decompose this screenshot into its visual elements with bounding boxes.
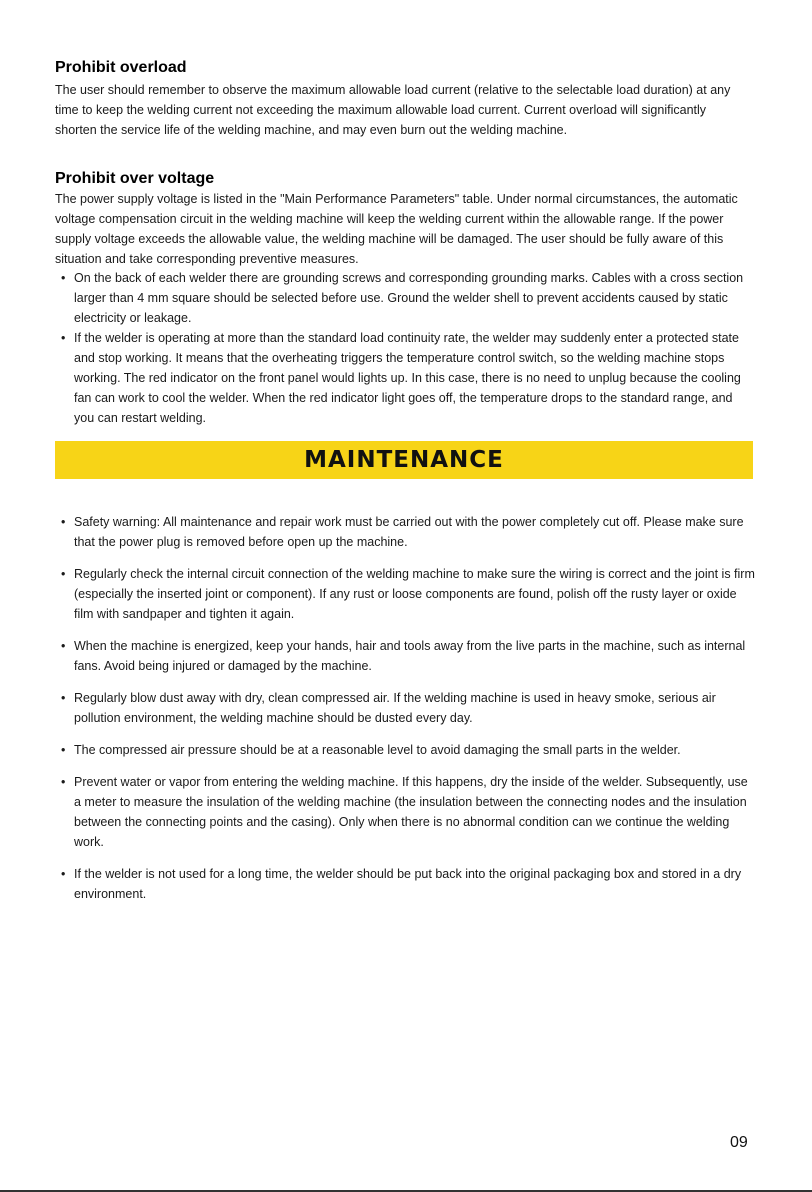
bullet-dot-icon: • [61, 743, 66, 757]
section-heading-overload: Prohibit overload [55, 59, 187, 76]
list-item [58, 864, 758, 904]
list-item-text: If the welder is not used for a long time, the welder should be put back into the original packaging box and stored in a dry environment. [74, 867, 742, 901]
maintenance-bullet-list [58, 512, 758, 916]
section-heading-over-voltage: Prohibit over voltage [55, 170, 215, 187]
section-body-overload: The user should remember to observe the maximum allowable load current (relative to the selectable load duration) at any time to keep the welding current not exceeding the maximum allowable load current. Current overload will significantly shorten the service life of the welding machine, and may even burn out the welding machine. [55, 83, 731, 137]
maintenance-banner [55, 441, 753, 479]
over-voltage-bullet-list [58, 268, 748, 428]
list-item-text: Prevent water or vapor from entering the welding machine. If this happens, dry the inside of the welder. Subsequently, use a meter to measure the insulation of the welding machine (the insulation between the connecting nodes and the insulation between the connecting points and the casing). Only when there is no abnormal condition can we continue the welding work. [74, 775, 748, 849]
bullet-dot-icon: • [61, 271, 66, 285]
maintenance-title: MAINTENANCE [304, 447, 504, 473]
list-item-text: If the welder is operating at more than the standard load continuity rate, the welder may suddenly enter a protected state and stop working. It means that the overheating triggers the temperature control switch, so the welding machine stops working. The red indicator on the front panel would lights up. In this case, there is no need to unplug because the cooling fan can work to cool the welder. When the red indicator light goes off, the temperature drops to the standard range, and you can restart welding. [74, 331, 741, 425]
list-item-text: Regularly check the internal circuit connection of the welding machine to make sure the wiring is correct and the joint is firm (especially the inserted joint or component). If any rust or loose components are found, polish off the rusty layer or oxide film with sandpaper and tighten it again. [74, 567, 755, 621]
list-item [58, 740, 758, 760]
list-item-text: When the machine is energized, keep your hands, hair and tools away from the live parts in the machine, such as internal fans. Avoid being injured or damaged by the machine. [74, 639, 746, 673]
list-item-text: Safety warning: All maintenance and repair work must be carried out with the power completely cut off. Please make sure that the power plug is removed before open up the machine. [74, 515, 744, 549]
section-body-over-voltage: The power supply voltage is listed in the "Main Performance Parameters" table. Under normal circumstances, the automatic voltage compensation circuit in the welding machine will keep the welding current within the allowable range. If the power supply voltage exceeds the allowable value, the welding machine will be damaged. The user should be fully aware of this situation and take corresponding preventive measures. [55, 192, 738, 266]
list-item [58, 772, 758, 852]
bullet-dot-icon: • [61, 639, 66, 653]
bullet-dot-icon: • [61, 691, 66, 705]
list-item-text: The compressed air pressure should be at a reasonable level to avoid damaging the small parts in the welder. [74, 743, 681, 757]
list-item [58, 512, 758, 552]
list-item [58, 564, 758, 624]
list-item [58, 688, 758, 728]
bullet-dot-icon: • [61, 867, 66, 881]
bullet-dot-icon: • [61, 331, 66, 345]
page-number: 09 [730, 1134, 748, 1151]
list-item-text: Regularly blow dust away with dry, clean compressed air. If the welding machine is used in heavy smoke, serious air pollution environment, the welding machine should be dusted every day. [74, 691, 716, 725]
bullet-dot-icon: • [61, 775, 66, 789]
list-item [58, 328, 748, 428]
list-item [58, 268, 748, 328]
bullet-dot-icon: • [61, 515, 66, 529]
list-item [58, 636, 758, 676]
bullet-dot-icon: • [61, 567, 66, 581]
list-item-text: On the back of each welder there are grounding screws and corresponding grounding marks. Cables with a cross section larger than 4 mm square should be selected before use. Ground the welder shell to prevent accidents caused by static electricity or leakage. [74, 271, 744, 325]
